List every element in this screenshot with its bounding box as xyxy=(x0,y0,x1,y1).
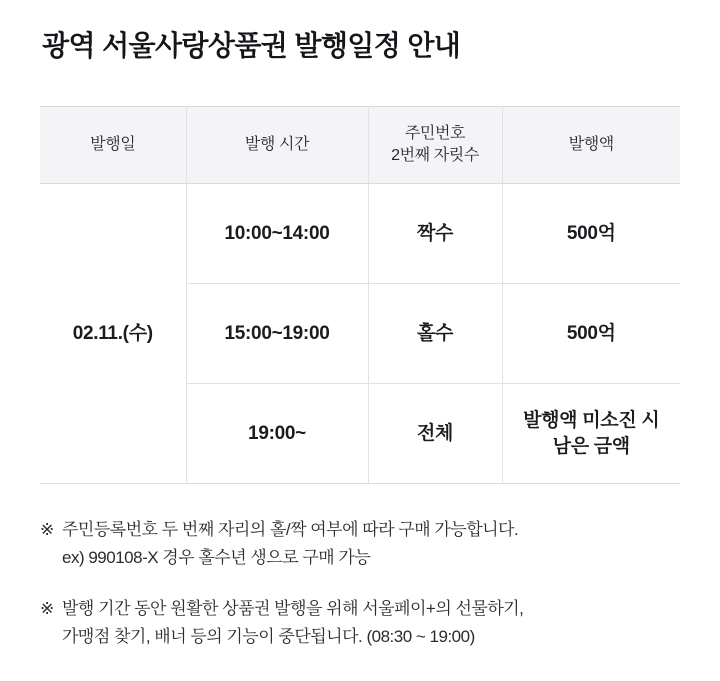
note-main-text: 발행 기간 동안 원활한 상품권 발행을 위해 서울페이+의 선물하기, xyxy=(62,599,524,619)
issuance-time-cell: 10:00~14:00 xyxy=(186,184,368,284)
column-header-amount: 발행액 xyxy=(502,107,680,184)
column-header-digit xyxy=(368,107,502,184)
issuance-amount-cell: 500억 xyxy=(502,184,680,284)
issuance-time-cell: 15:00~19:00 xyxy=(186,284,368,384)
note-mark: ※ xyxy=(40,520,54,539)
note-main-text: 주민등록번호 두 번째 자리의 홀/짝 여부에 따라 구매 가능합니다. xyxy=(62,520,519,539)
note-sub-text: 가맹점 찾기, 배너 등의 기능이 중단됩니다. (08:30 ~ 19:00) xyxy=(62,626,475,646)
note-item xyxy=(40,516,680,571)
column-header-date: 발행일 xyxy=(40,107,186,184)
issuance-date-cell: 02.11.(수) xyxy=(40,184,186,484)
table-row xyxy=(40,184,680,284)
notes-section xyxy=(40,516,680,650)
issuance-time-cell: 19:00~ xyxy=(186,384,368,484)
table-header xyxy=(40,107,680,184)
column-header-digit-line1: 주민번호 xyxy=(404,125,466,143)
issuance-amount-line2: 남은 금액 xyxy=(552,435,630,457)
issuance-schedule-table xyxy=(40,106,680,484)
page-title: 광역 서울사랑상품권 발행일정 안내 xyxy=(42,30,461,61)
issuance-amount-line1: 발행액 미소진 시 xyxy=(523,409,660,431)
resident-digit-cell: 짝수 xyxy=(368,184,502,284)
issuance-amount-cell: 500억 xyxy=(502,284,680,384)
resident-digit-cell: 홀수 xyxy=(368,284,502,384)
resident-digit-cell: 전체 xyxy=(368,384,502,484)
issuance-amount-cell xyxy=(502,384,680,484)
note-item xyxy=(40,595,680,650)
table-header-row xyxy=(40,107,680,184)
note-sub-text: ex) 990108-X 경우 홀수년 생으로 구매 가능 xyxy=(62,547,371,567)
table-body xyxy=(40,184,680,484)
column-header-time: 발행 시간 xyxy=(186,107,368,184)
column-header-digit-line2: 2번째 자릿수 xyxy=(391,147,479,164)
note-mark: ※ xyxy=(40,599,54,619)
